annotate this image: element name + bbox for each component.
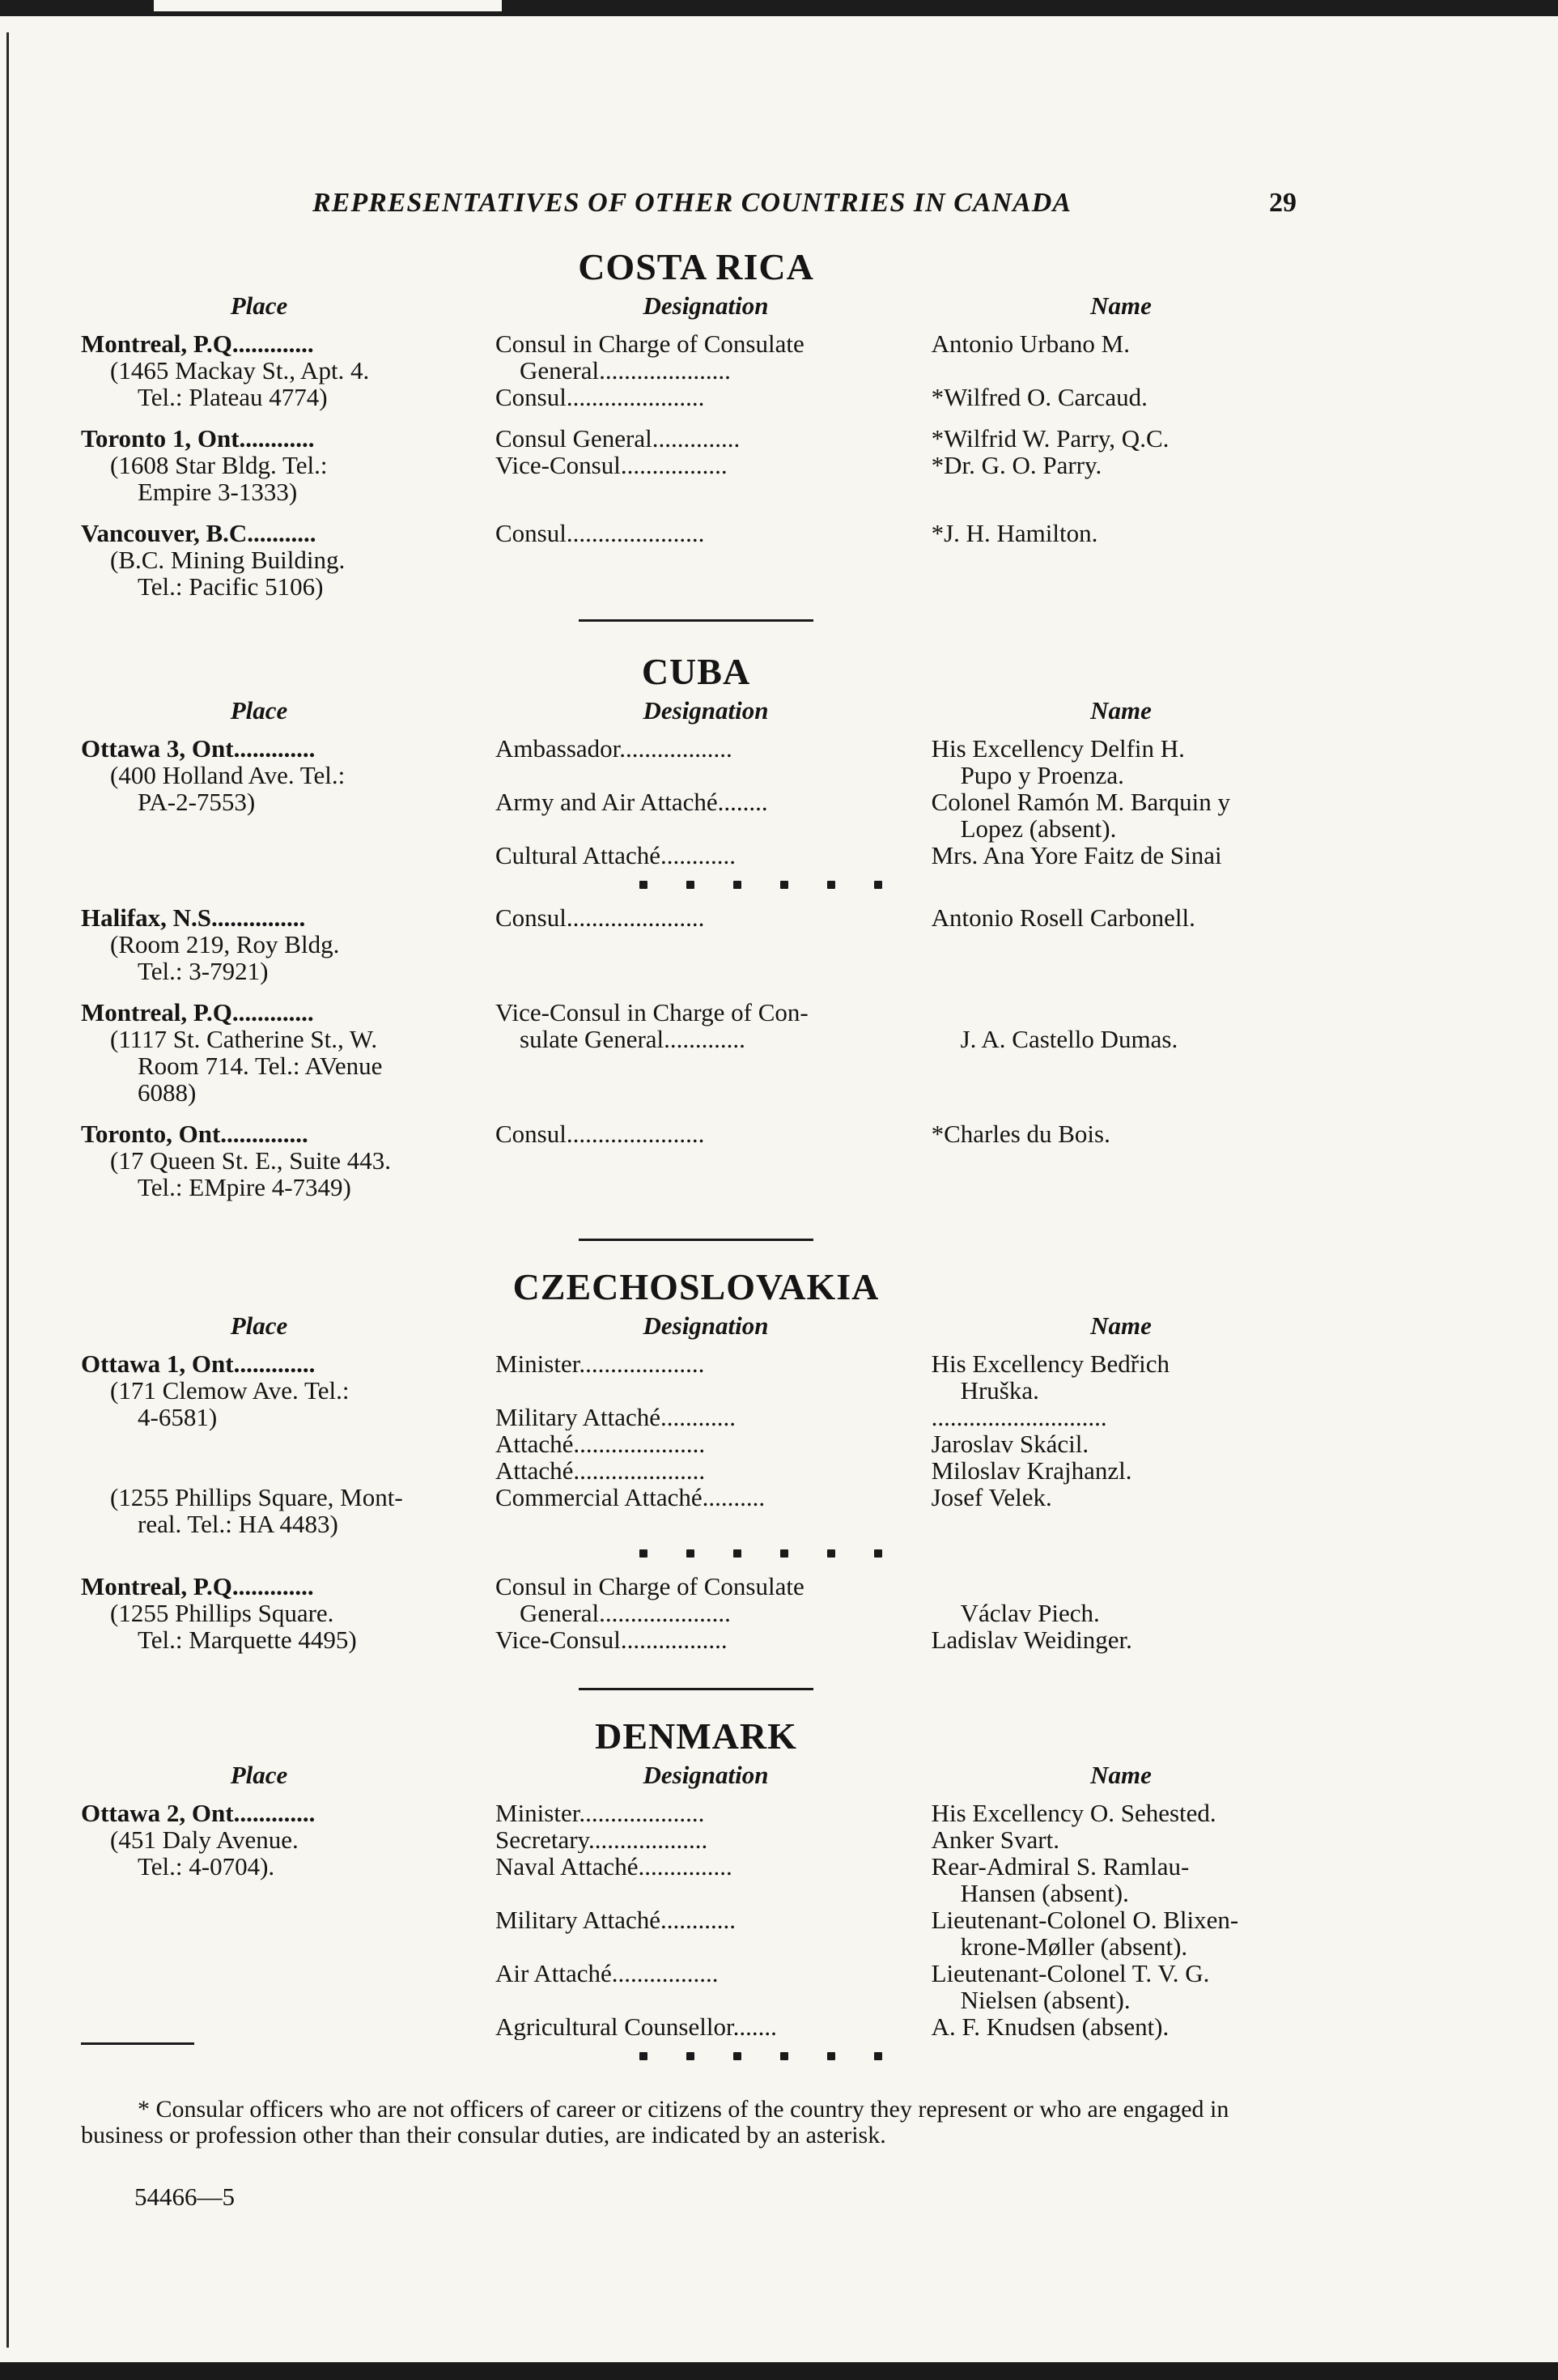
entry-place bbox=[81, 330, 469, 410]
designation bbox=[495, 330, 907, 384]
separator-dot bbox=[686, 2052, 694, 2060]
entry-rows bbox=[495, 1573, 1311, 1653]
section-divider-rule bbox=[579, 619, 813, 622]
name-line: His Excellency O. Sehested. bbox=[931, 1799, 1216, 1827]
person-name bbox=[907, 1350, 1311, 1404]
entry-address-line: PA-2-7553) bbox=[138, 788, 256, 816]
person-name bbox=[907, 904, 1311, 931]
designation bbox=[495, 904, 907, 931]
name-line: Miloslav Krajhanzl. bbox=[931, 1456, 1132, 1485]
person-name bbox=[907, 999, 1311, 1052]
name-line: Jaroslav Skácil. bbox=[931, 1430, 1089, 1458]
designation bbox=[495, 1906, 907, 1960]
footnote bbox=[81, 2097, 1311, 2148]
entry-row bbox=[495, 904, 1311, 931]
person-name bbox=[907, 1573, 1311, 1626]
designation bbox=[495, 1573, 907, 1626]
entry-city: Halifax, N.S............... bbox=[81, 903, 306, 932]
designation bbox=[495, 1960, 907, 2013]
designation bbox=[495, 735, 907, 788]
person-name bbox=[907, 2013, 1311, 2040]
entry bbox=[81, 1350, 1311, 1537]
country-title: DENMARK bbox=[595, 1715, 797, 1757]
entry-rows bbox=[495, 1800, 1311, 2040]
entry-row bbox=[495, 2013, 1311, 2040]
entry bbox=[81, 1120, 1311, 1201]
entry-address-line: Tel.: Marquette 4495) bbox=[138, 1626, 357, 1654]
entry-row bbox=[495, 788, 1311, 842]
column-headers bbox=[81, 696, 1311, 732]
designation bbox=[495, 1404, 907, 1430]
entry-address-line: (400 Holland Ave. Tel.: bbox=[110, 761, 346, 789]
separator-dot bbox=[639, 2052, 647, 2060]
name-line: Lieutenant-Colonel O. Blixen- bbox=[931, 1906, 1239, 1934]
designation-line: General..................... bbox=[520, 1599, 731, 1626]
designation-line: Consul...................... bbox=[495, 520, 705, 546]
entry-row bbox=[495, 1457, 1311, 1484]
ellipsis-separator bbox=[639, 2040, 882, 2072]
separator-dot bbox=[686, 881, 694, 889]
designation bbox=[495, 520, 907, 546]
entry bbox=[81, 425, 1311, 505]
name-line: Colonel Ramón M. Barquin y bbox=[931, 788, 1230, 816]
designation bbox=[495, 788, 907, 842]
separator-dot bbox=[733, 1549, 741, 1558]
person-name bbox=[907, 735, 1311, 788]
entry-address-line: (B.C. Mining Building. bbox=[110, 546, 346, 574]
name-line: *Charles du Bois. bbox=[931, 1120, 1110, 1148]
entry-rows bbox=[495, 1120, 1311, 1147]
designation bbox=[495, 842, 907, 869]
entry-place bbox=[81, 999, 469, 1106]
designation-line: Commercial Attaché.......... bbox=[495, 1484, 766, 1511]
name-line: Ladislav Weidinger. bbox=[931, 1626, 1132, 1654]
name-line: Václav Piech. bbox=[960, 1599, 1100, 1627]
separator-dot bbox=[733, 881, 741, 889]
name-line bbox=[932, 1573, 1311, 1600]
entry-row bbox=[495, 384, 1311, 410]
separator-dot bbox=[827, 2052, 835, 2060]
entry-rows bbox=[495, 330, 1311, 410]
scan-left-border bbox=[6, 32, 9, 2348]
name-line bbox=[932, 999, 1311, 1026]
person-name bbox=[907, 1826, 1311, 1853]
designation bbox=[495, 2013, 907, 2040]
entry-address-line: (1465 Mackay St., Apt. 4. bbox=[110, 356, 370, 385]
designation-line: Military Attaché............ bbox=[495, 1906, 737, 1934]
designation-line: Agricultural Counsellor....... bbox=[495, 2013, 777, 2040]
entry-row bbox=[495, 1430, 1311, 1457]
entry-city: Ottawa 1, Ont............. bbox=[81, 1349, 316, 1378]
designation-line: Secretary................... bbox=[495, 1826, 708, 1853]
entry bbox=[81, 904, 1311, 984]
designation-line: Cultural Attaché............ bbox=[495, 842, 737, 869]
column-header-name: Name bbox=[1090, 291, 1152, 320]
entry-address-line: 6088) bbox=[138, 1078, 197, 1107]
name-line: Rear-Admiral S. Ramlau- bbox=[931, 1852, 1190, 1881]
designation-line: General..................... bbox=[520, 356, 731, 384]
entry-row bbox=[495, 1350, 1311, 1404]
entry-city: Montreal, P.Q............. bbox=[81, 329, 314, 358]
designation bbox=[495, 1120, 907, 1147]
entry-row bbox=[495, 520, 1311, 546]
entry-address-line: Empire 3-1333) bbox=[138, 478, 298, 506]
designation bbox=[495, 1457, 907, 1484]
section-divider-rule bbox=[579, 1239, 813, 1241]
country-section bbox=[81, 243, 1311, 611]
entry-row bbox=[495, 1626, 1311, 1653]
entry-address-line: (17 Queen St. E., Suite 443. bbox=[110, 1146, 391, 1175]
person-name bbox=[907, 1404, 1311, 1430]
entry-address-line: (1117 St. Catherine St., W. bbox=[110, 1025, 378, 1053]
person-name bbox=[907, 1430, 1311, 1457]
designation bbox=[495, 1800, 907, 1826]
entry-address-line: Tel.: 3-7921) bbox=[138, 957, 269, 985]
person-name bbox=[907, 384, 1311, 410]
name-line: Nielsen (absent). bbox=[960, 1986, 1131, 2014]
column-headers bbox=[81, 1761, 1311, 1796]
entry-row bbox=[495, 1800, 1311, 1826]
entry-gap bbox=[81, 505, 1311, 516]
column-header-place: Place bbox=[230, 1311, 288, 1340]
designation-line: Army and Air Attaché........ bbox=[495, 788, 768, 816]
entry-address-line: (1255 Phillips Square. bbox=[110, 1599, 334, 1627]
column-header-designation: Designation bbox=[643, 291, 769, 320]
separator-dot bbox=[639, 1549, 647, 1558]
entry-place bbox=[81, 1120, 469, 1201]
designation-line: Ambassador.................. bbox=[495, 735, 732, 763]
name-line: Josef Velek. bbox=[931, 1483, 1052, 1511]
column-headers bbox=[81, 291, 1311, 327]
column-header-place: Place bbox=[230, 696, 288, 725]
name-line: His Excellency Bedřich bbox=[931, 1349, 1170, 1378]
column-header-designation: Designation bbox=[643, 1761, 769, 1789]
person-name bbox=[907, 1120, 1311, 1147]
person-name bbox=[907, 452, 1311, 478]
separator-dot bbox=[827, 881, 835, 889]
name-line: Hansen (absent). bbox=[960, 1879, 1129, 1907]
separator-dot bbox=[780, 881, 788, 889]
designation bbox=[495, 452, 907, 478]
name-line: Lopez (absent). bbox=[960, 814, 1117, 843]
person-name bbox=[907, 788, 1311, 842]
entry-rows bbox=[495, 425, 1311, 478]
name-line: *J. H. Hamilton. bbox=[931, 519, 1098, 547]
entry-row bbox=[495, 452, 1311, 478]
entry-gap bbox=[81, 410, 1311, 422]
entry-row bbox=[495, 1404, 1311, 1430]
separator-dot bbox=[874, 2052, 882, 2060]
country-title: CUBA bbox=[641, 651, 751, 692]
designation bbox=[495, 1350, 907, 1404]
entry-gap bbox=[81, 600, 1311, 611]
person-name bbox=[907, 842, 1311, 869]
entry-place bbox=[81, 1800, 469, 1880]
entry bbox=[81, 330, 1311, 410]
column-headers bbox=[81, 1311, 1311, 1347]
entry-city: Ottawa 3, Ont............. bbox=[81, 734, 316, 763]
entry-city: Ottawa 2, Ont............. bbox=[81, 1799, 316, 1827]
designation bbox=[495, 999, 907, 1052]
designation bbox=[495, 425, 907, 452]
scan-bottom-border bbox=[0, 2362, 1558, 2380]
designation-line: Consul in Charge of Consulate bbox=[495, 330, 804, 358]
separator-dot bbox=[639, 881, 647, 889]
footnote-rule bbox=[81, 2042, 194, 2045]
designation-line: Minister.................... bbox=[495, 1350, 705, 1378]
entry-row bbox=[495, 735, 1311, 788]
person-name bbox=[907, 1484, 1311, 1511]
separator-dot bbox=[874, 881, 882, 889]
person-name bbox=[907, 520, 1311, 546]
entry-address-line: (1608 Star Bldg. Tel.: bbox=[110, 451, 328, 479]
column-header-name: Name bbox=[1090, 1311, 1152, 1340]
entry-address-line: Tel.: 4-0704). bbox=[138, 1852, 275, 1881]
entry-city: Montreal, P.Q............. bbox=[81, 1572, 314, 1600]
separator-dot bbox=[733, 2052, 741, 2060]
separator-dot bbox=[780, 1549, 788, 1558]
designation-line: Consul...................... bbox=[495, 904, 705, 931]
designation-line: Naval Attaché............... bbox=[495, 1853, 732, 1881]
entry-gap bbox=[81, 984, 1311, 996]
entry-place bbox=[81, 520, 469, 600]
country-title: CZECHOSLOVAKIA bbox=[512, 1266, 880, 1307]
designation bbox=[495, 1626, 907, 1653]
entry-row bbox=[495, 1573, 1311, 1626]
country-section bbox=[81, 1263, 1311, 1664]
entry-address-line: (1255 Phillips Square, Mont- bbox=[110, 1483, 403, 1511]
entry-rows bbox=[495, 1350, 1311, 1511]
name-line: Hruška. bbox=[960, 1376, 1039, 1405]
separator-dot bbox=[780, 2052, 788, 2060]
name-line: Lieutenant-Colonel T. V. G. bbox=[931, 1959, 1210, 1987]
country-title: COSTA RICA bbox=[578, 246, 814, 287]
entry bbox=[81, 520, 1311, 600]
entry-rows bbox=[495, 520, 1311, 546]
entry-address-line: (171 Clemow Ave. Tel.: bbox=[110, 1376, 350, 1405]
name-line: *Wilfred O. Carcaud. bbox=[931, 383, 1148, 411]
entry-row bbox=[495, 425, 1311, 452]
entry bbox=[81, 1800, 1311, 2040]
entry-city: Vancouver, B.C........... bbox=[81, 519, 316, 547]
entry-place bbox=[81, 425, 469, 505]
column-header-place: Place bbox=[230, 291, 288, 320]
designation bbox=[495, 1484, 907, 1511]
entry-rows bbox=[495, 904, 1311, 931]
separator-dot bbox=[686, 1549, 694, 1558]
entry-row bbox=[495, 1484, 1311, 1511]
entry-address-line: Tel.: Plateau 4774) bbox=[138, 383, 328, 411]
ellipsis-separator bbox=[639, 869, 882, 901]
entry-row bbox=[495, 330, 1311, 384]
running-head: REPRESENTATIVES OF OTHER COUNTRIES IN CANADA bbox=[312, 188, 1072, 218]
designation-line: Consul...................... bbox=[495, 1120, 705, 1147]
designation-line: sulate General............. bbox=[520, 1025, 745, 1052]
column-header-designation: Designation bbox=[643, 696, 769, 725]
name-line: *Dr. G. O. Parry. bbox=[931, 451, 1102, 479]
entry-city: Toronto 1, Ont............ bbox=[81, 424, 315, 453]
person-name bbox=[907, 1457, 1311, 1484]
entry-address-line bbox=[81, 1430, 469, 1457]
entry-gap bbox=[81, 1201, 1311, 1212]
designation-line: Minister.................... bbox=[495, 1800, 705, 1826]
person-name bbox=[907, 1800, 1311, 1826]
footer-code: 54466—5 bbox=[134, 2182, 235, 2211]
designation-line: Vice-Consul................. bbox=[495, 452, 728, 478]
entry-address-line: Tel.: EMpire 4-7349) bbox=[138, 1173, 351, 1201]
name-line: Pupo y Proenza. bbox=[960, 761, 1124, 789]
entry-gap bbox=[81, 1106, 1311, 1117]
designation-line: Vice-Consul in Charge of Con- bbox=[495, 999, 809, 1026]
name-line: Anker Svart. bbox=[931, 1825, 1059, 1854]
designation-line: Air Attaché................. bbox=[495, 1960, 719, 1987]
column-header-designation: Designation bbox=[643, 1311, 769, 1340]
name-line: *Wilfrid W. Parry, Q.C. bbox=[931, 424, 1170, 453]
entry-city: Montreal, P.Q............. bbox=[81, 998, 314, 1026]
designation bbox=[495, 1853, 907, 1906]
entry-rows bbox=[495, 735, 1311, 869]
person-name bbox=[907, 1853, 1311, 1906]
entry-place bbox=[81, 735, 469, 815]
country-section bbox=[81, 1712, 1311, 2072]
separator-dot bbox=[827, 1549, 835, 1558]
designation-line: Consul in Charge of Consulate bbox=[495, 1573, 804, 1600]
designation bbox=[495, 1826, 907, 1853]
designation-line: Consul General.............. bbox=[495, 425, 741, 452]
person-name bbox=[907, 425, 1311, 452]
designation-line: Attaché..................... bbox=[495, 1457, 706, 1484]
entry-rows bbox=[495, 999, 1311, 1052]
column-header-name: Name bbox=[1090, 1761, 1152, 1789]
entry bbox=[81, 735, 1311, 869]
entry-address-line: 4-6581) bbox=[138, 1403, 218, 1431]
entry-address-line: (451 Daly Avenue. bbox=[110, 1825, 299, 1854]
name-line: ............................ bbox=[931, 1403, 1107, 1431]
column-header-name: Name bbox=[1090, 696, 1152, 725]
person-name bbox=[907, 1906, 1311, 1960]
section-divider-rule bbox=[579, 1688, 813, 1690]
entry-address-line: Tel.: Pacific 5106) bbox=[138, 572, 324, 601]
entry-row bbox=[495, 1120, 1311, 1147]
entry-place bbox=[81, 1573, 469, 1653]
name-line: Antonio Urbano M. bbox=[931, 329, 1130, 358]
designation-line: Consul...................... bbox=[495, 384, 705, 410]
entry-row bbox=[495, 1853, 1311, 1906]
column-header-place: Place bbox=[230, 1761, 288, 1789]
entry-row bbox=[495, 1826, 1311, 1853]
person-name bbox=[907, 330, 1311, 384]
ellipsis-separator bbox=[639, 1537, 882, 1570]
name-line: krone-Møller (absent). bbox=[960, 1932, 1188, 1961]
page-number: 29 bbox=[1269, 188, 1297, 218]
entry-row bbox=[495, 999, 1311, 1052]
entry-address-line: Room 714. Tel.: AVenue bbox=[138, 1052, 383, 1080]
designation-line: Military Attaché............ bbox=[495, 1404, 737, 1430]
entry-row bbox=[495, 1906, 1311, 1960]
person-name bbox=[907, 1626, 1311, 1653]
entry-gap bbox=[81, 1653, 1311, 1664]
entry-address-line: real. Tel.: HA 4483) bbox=[138, 1510, 338, 1538]
name-line: Antonio Rosell Carbonell. bbox=[931, 903, 1195, 932]
entry-city: Toronto, Ont.............. bbox=[81, 1120, 308, 1148]
entry bbox=[81, 999, 1311, 1106]
entry-row bbox=[495, 1960, 1311, 2013]
name-line: Mrs. Ana Yore Faitz de Sinai bbox=[931, 841, 1222, 869]
designation-line: Vice-Consul................. bbox=[495, 1626, 728, 1653]
person-name bbox=[907, 1960, 1311, 2013]
footnote-text: * Consular officers who are not officers of career or citizens of the country they represent or who are engaged in business or profession other than their consular duties, are indicated by an asterisk. bbox=[81, 2096, 1229, 2148]
designation bbox=[495, 1430, 907, 1457]
entry-place bbox=[81, 1350, 469, 1537]
designation bbox=[495, 384, 907, 410]
entry-address-line: (Room 219, Roy Bldg. bbox=[110, 930, 340, 958]
scan-top-notch bbox=[154, 0, 502, 11]
name-line: A. F. Knudsen (absent). bbox=[931, 2012, 1170, 2041]
separator-dot bbox=[874, 1549, 882, 1558]
entry-address-line bbox=[81, 1457, 469, 1484]
name-line: J. A. Castello Dumas. bbox=[960, 1025, 1178, 1053]
designation-line: Attaché..................... bbox=[495, 1430, 706, 1457]
entry bbox=[81, 1573, 1311, 1653]
entry-row bbox=[495, 842, 1311, 869]
country-section bbox=[81, 648, 1311, 1212]
entry-place bbox=[81, 904, 469, 984]
name-line: His Excellency Delfin H. bbox=[931, 734, 1185, 763]
